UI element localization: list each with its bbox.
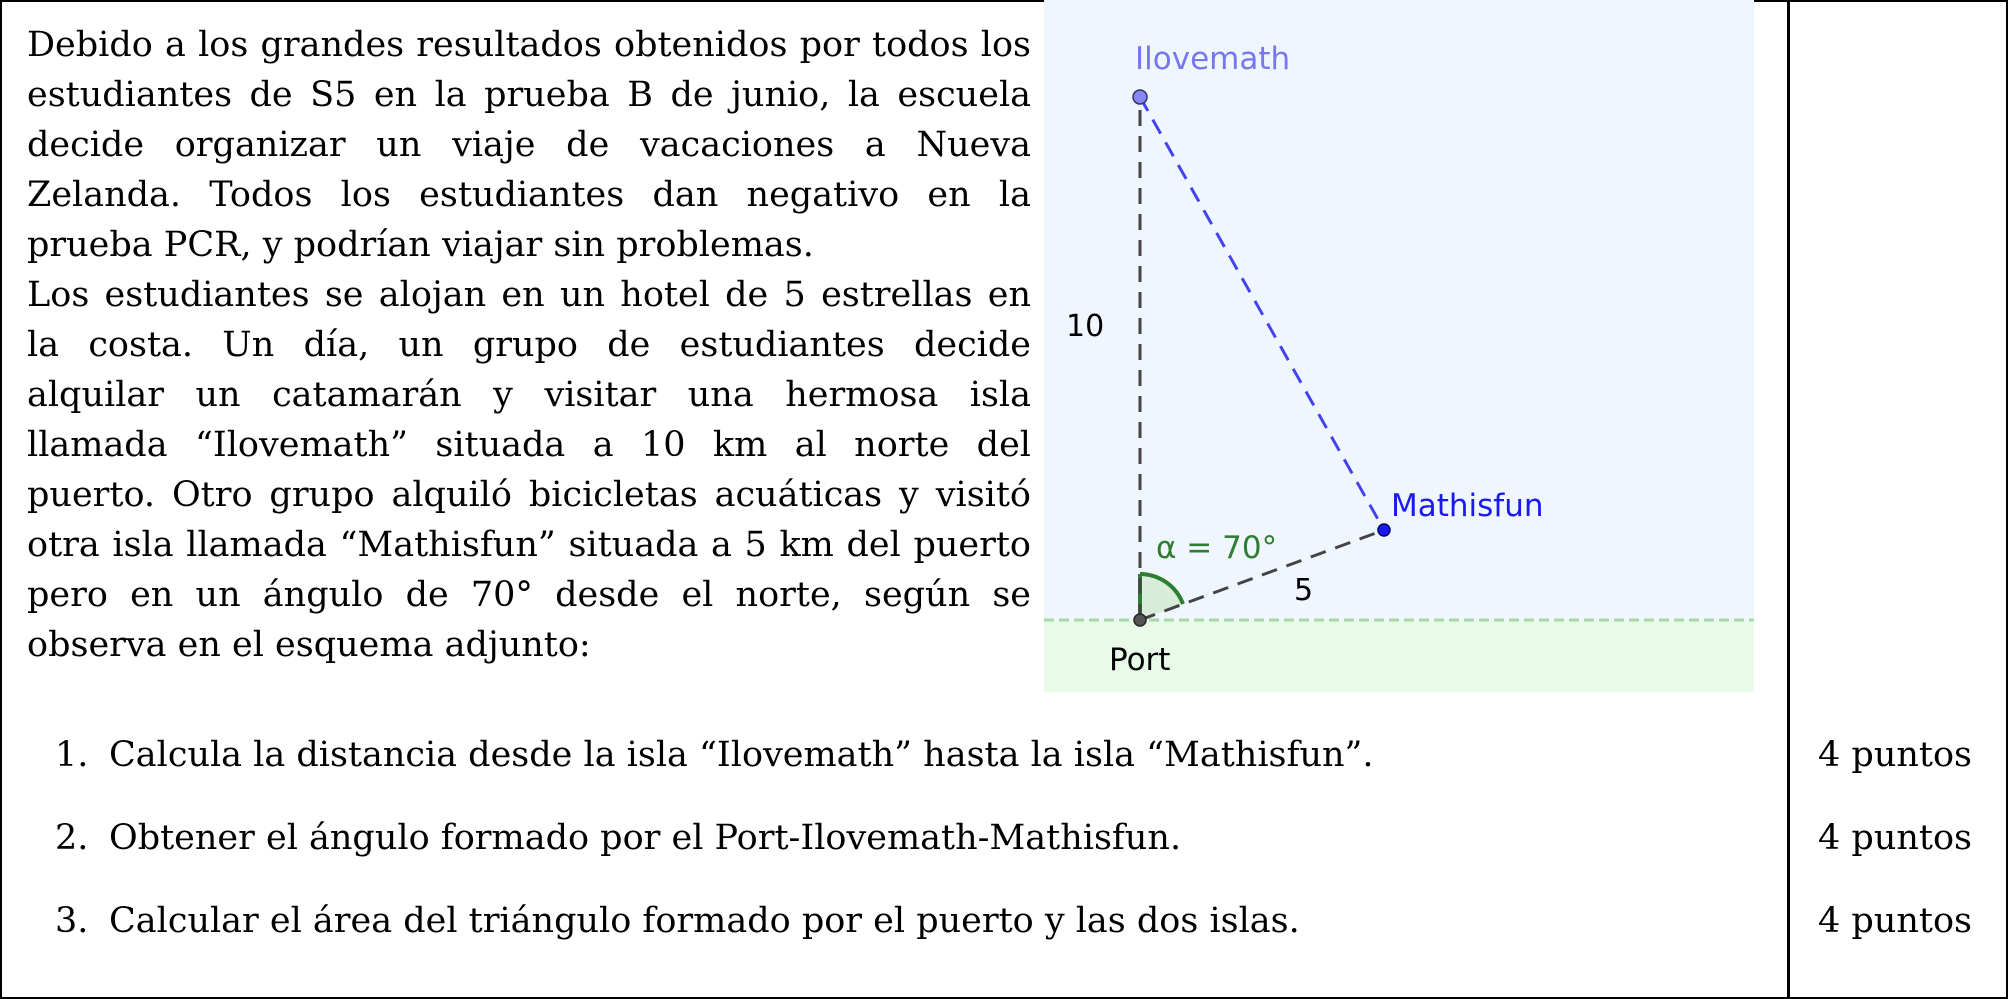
side-length-10-label: 10 — [1066, 309, 1105, 344]
question-2-points: 4 puntos — [1818, 818, 1972, 858]
question-text: Calcular el área del triángulo formado por el puerto y las dos islas. — [109, 901, 1300, 941]
port-point — [1134, 614, 1146, 626]
question-2 — [55, 813, 1181, 863]
question-number: 2. — [55, 818, 89, 858]
points-column-divider — [1787, 0, 1790, 999]
intro-paragraph-1: Debido a los grandes resultados obtenidos por todos los estudiantes de S5 en la prueba B de junio, la escuela decide organizar un viaje de vacaciones a Nueva Zelanda. Todos los estudiantes dan negativo en la prueba PCR, y podrían viajar sin problemas. — [27, 25, 1031, 265]
port-label: Port — [1109, 642, 1171, 678]
ilovemath-label: Ilovemath — [1135, 41, 1291, 77]
question-3 — [55, 896, 1300, 946]
question-number: 1. — [55, 735, 89, 775]
question-1-points: 4 puntos — [1818, 735, 1972, 775]
island-diagram — [1044, 0, 1754, 692]
mathisfun-point — [1378, 524, 1390, 536]
question-3-points: 4 puntos — [1818, 901, 1972, 941]
question-text: Obtener el ángulo formado por el Port-Ilovemath-Mathisfun. — [109, 818, 1182, 858]
mathisfun-label: Mathisfun — [1391, 488, 1544, 524]
ilovemath-point — [1133, 90, 1147, 104]
side-length-5-label: 5 — [1294, 573, 1314, 608]
intro-paragraph-2: Los estudiantes se alojan en un hotel de 5 estrellas en la costa. Un día, un grupo de estudiantes decide alquilar un catamarán y visitar una hermosa isla llamada “Ilovemath” situada a 10 km al norte del puerto. Otro grupo alquiló bicicletas acuáticas y visitó otra isla llamada “Mathisfun” situada a 5 km del puerto pero en un ángulo de 70° desde el norte, según se observa en el esquema adjunto: — [27, 275, 1031, 665]
problem-statement — [27, 20, 1031, 670]
angle-label: α = 70° — [1156, 530, 1278, 566]
sea-area — [1044, 0, 1754, 622]
question-text: Calcula la distancia desde la isla “Ilovemath” hasta la isla “Mathisfun”. — [109, 735, 1374, 775]
question-1 — [55, 730, 1374, 780]
question-number: 3. — [55, 901, 89, 941]
